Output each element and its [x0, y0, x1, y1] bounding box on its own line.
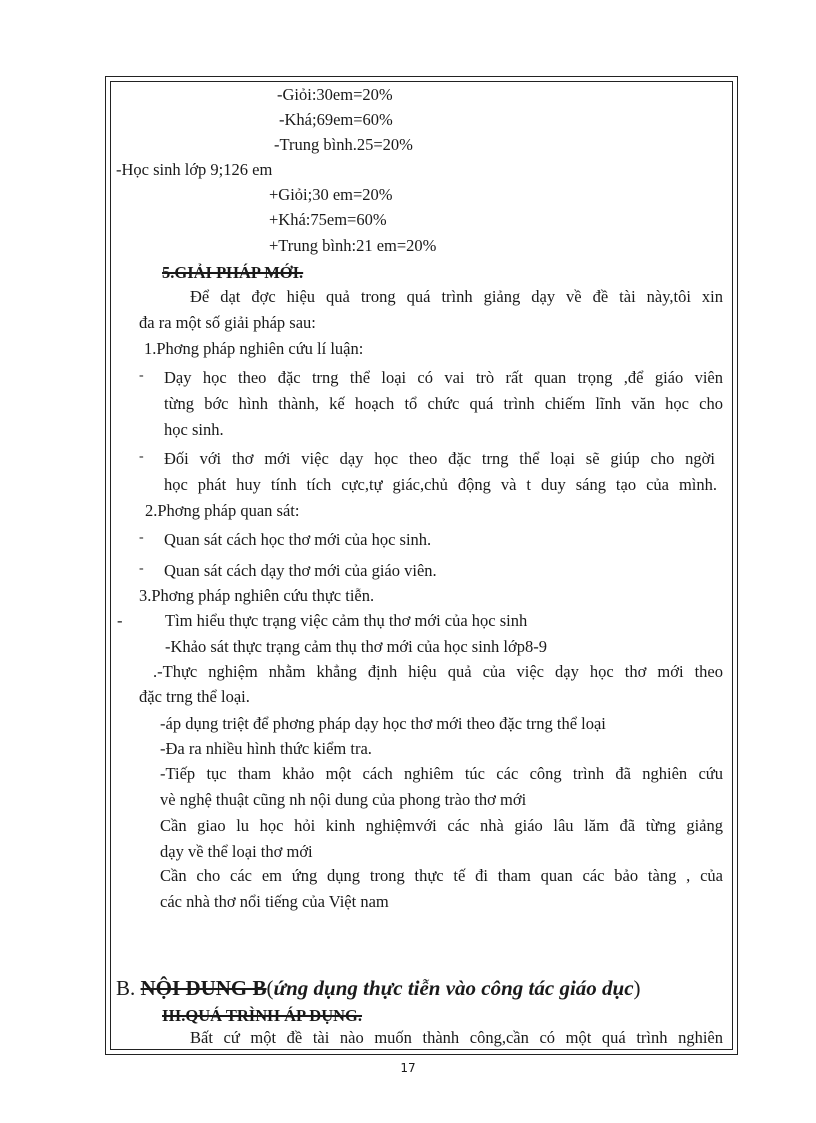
paragraph-line: các nhà thơ nổi tiếng của Việt nam [160, 892, 389, 911]
paragraph-line: Cần giao lu học hỏi kinh nghiệmvới các nhà giáo lâu lăm đã từng giảng [160, 816, 723, 835]
part-b-subtitle: ứng dụng thực tiễn vào công tác giáo dục [273, 976, 634, 1000]
method-heading: 3.Phơng pháp nghiên cứu thực tiễn. [139, 586, 375, 605]
stat-line: -Trung bình.25=20% [274, 135, 413, 154]
stat-line: +Trung bình:21 em=20% [269, 236, 437, 255]
paragraph-line: Bất cứ một đề tài nào muốn thành công,cần có một quá trình nghiên [190, 1028, 723, 1047]
bullet-line: từng bớc hình thành, kế hoạch tổ chức quá trình chiếm lĩnh văn học cho [164, 394, 723, 413]
stat-line: +Giỏi;30 em=20% [269, 185, 393, 204]
section-heading: 5.GIẢI PHÁP MỚI. [162, 263, 304, 282]
page-number: 17 [400, 1061, 416, 1075]
paragraph-line: .-Thực nghiệm nhằm khẳng định hiệu quả của việc dạy học thơ mới theo [153, 662, 723, 681]
paragraph-line: dạy về thể loại thơ mới [160, 842, 313, 861]
paragraph-line: vè nghệ thuật cũng nh nội dung của phong trào thơ mới [160, 790, 527, 809]
bullet-dash: - [139, 561, 144, 576]
stat-line: -Khá;69em=60% [279, 110, 393, 129]
bullet-line: học phát huy tính tích cực,tự giác,chủ động và t duy sáng tạo của mình. [164, 475, 717, 494]
paragraph-line: -Đa ra nhiều hình thức kiểm tra. [160, 739, 372, 758]
paragraph-line: đặc trng thể loại. [139, 687, 250, 706]
bullet-dash: - [139, 368, 144, 383]
paragraph-line: -Khảo sát thực trạng cảm thụ thơ mới của học sinh lớp8-9 [165, 637, 547, 656]
part-b-paren-close: ) [633, 976, 641, 1000]
paragraph-line: đa ra một số giải pháp sau: [139, 313, 316, 332]
stat-line: -Giỏi:30em=20% [277, 85, 393, 104]
paragraph-line: -Tiếp tục tham khảo một cách nghiêm túc các công trình đã nghiên cứu [160, 764, 723, 783]
part-b-heading [116, 975, 641, 1001]
stat-line: +Khá:75em=60% [269, 210, 387, 229]
section-heading: III.QUÁ TRÌNH ÁP DỤNG. [162, 1006, 363, 1025]
paragraph-line: -áp dụng triệt để phơng pháp dạy học thơ mới theo đặc trng thể loại [160, 714, 606, 733]
bullet-line: Dạy học theo đặc trng thể loại có vai trò rất quan trọng ,để giáo viên [164, 368, 723, 387]
part-b-paren-open: ( [266, 976, 274, 1000]
bullet-line: Quan sát cách dạy thơ mới của giáo viên. [164, 561, 437, 580]
bullet-line: Đối với thơ mới việc dạy học theo đặc trng thể loại sẽ giúp cho ngời [164, 449, 715, 468]
bullet-dash: - [117, 611, 123, 630]
method-heading: 1.Phơng pháp nghiên cứu lí luận: [144, 339, 364, 358]
bullet-line: Quan sát cách học thơ mới của học sinh. [164, 530, 432, 549]
bullet-line: học sinh. [164, 420, 224, 439]
part-b-prefix: B. [116, 976, 141, 1000]
method-heading: 2.Phơng pháp quan sát: [145, 501, 300, 520]
paragraph-line: Để dạt đợc hiệu quả trong quá trình giảng dạy về đề tài này,tôi xin [190, 287, 723, 306]
paragraph-line: Tìm hiểu thực trạng việc cảm thụ thơ mới của học sinh [165, 611, 528, 630]
bullet-dash: - [139, 449, 144, 464]
part-b-struck-title: NỘI DUNG B [140, 976, 267, 1000]
stat-heading: -Học sinh lớp 9;126 em [116, 160, 273, 179]
bullet-dash: - [139, 530, 144, 545]
paragraph-line: Cần cho các em ứng dụng trong thực tế đi tham quan các bảo tàng , của [160, 866, 723, 885]
